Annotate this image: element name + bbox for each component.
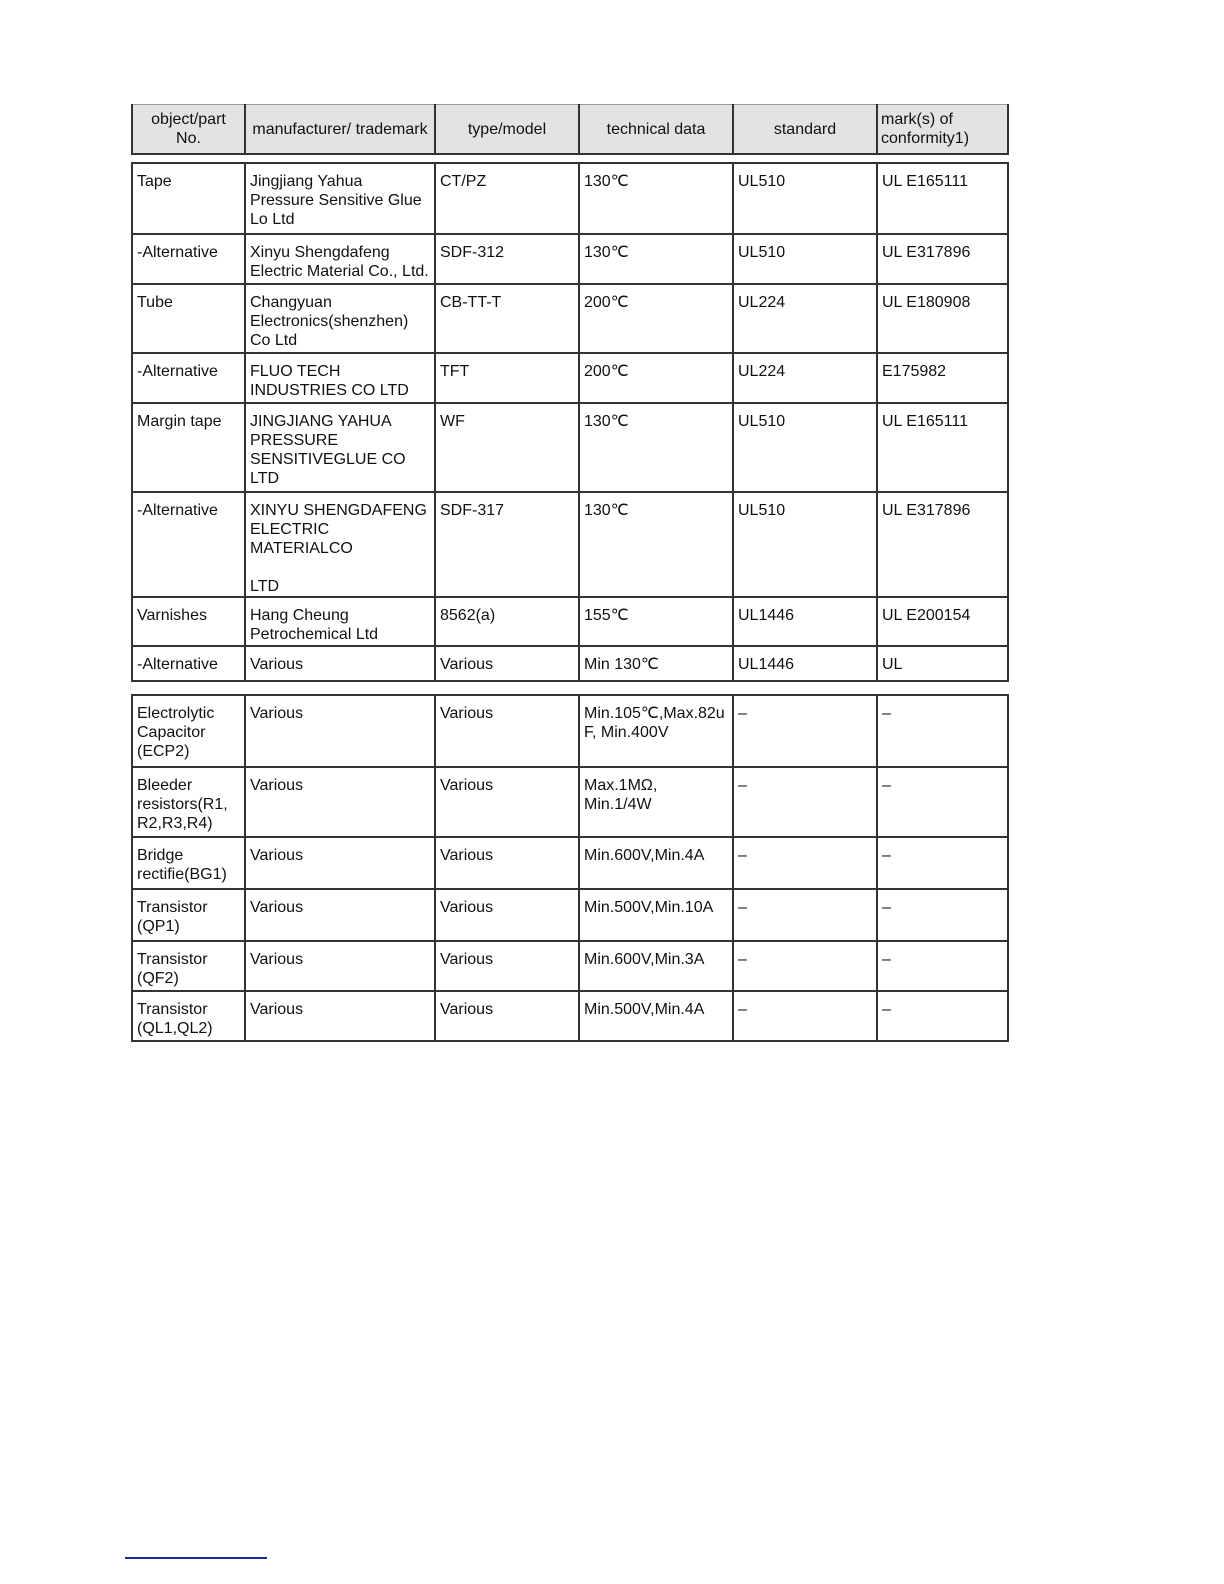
- standard-cell: –: [733, 837, 877, 889]
- model-cell: SDF-312: [435, 234, 579, 284]
- tech-cell: Min.600V,Min.4A: [579, 837, 733, 889]
- mark-cell: UL E165111: [877, 403, 1008, 492]
- tech-cell: Min 130℃: [579, 646, 733, 681]
- standard-cell: –: [733, 695, 877, 767]
- mark-cell: –: [877, 695, 1008, 767]
- table-row: [132, 353, 1008, 403]
- part-cell: -Alternative: [132, 234, 245, 284]
- table-row: [132, 941, 1008, 991]
- part-cell: Varnishes: [132, 597, 245, 646]
- manufacturer-cell: Hang Cheung Petrochemical Ltd: [245, 597, 435, 646]
- tech-cell: 130℃: [579, 163, 733, 234]
- tech-cell: Min.500V,Min.4A: [579, 991, 733, 1041]
- standard-cell: UL1446: [733, 646, 877, 681]
- tech-cell: 130℃: [579, 492, 733, 597]
- table-row: [132, 163, 1008, 234]
- table-row: [132, 403, 1008, 492]
- table-row: [132, 284, 1008, 353]
- table-row: [132, 597, 1008, 646]
- standard-cell: UL510: [733, 163, 877, 234]
- table-row: [132, 492, 1008, 597]
- header-manufacturer: manufacturer/ trademark: [245, 105, 435, 155]
- part-cell: -Alternative: [132, 353, 245, 403]
- table-row: [132, 889, 1008, 941]
- header-marks: mark(s) of conformity1): [877, 105, 1008, 155]
- part-cell: Electrolytic Capacitor (ECP2): [132, 695, 245, 767]
- insulation-materials-table: [131, 162, 1009, 682]
- manufacturer-cell: FLUO TECH INDUSTRIES CO LTD: [245, 353, 435, 403]
- table-row: [132, 646, 1008, 681]
- model-cell: CT/PZ: [435, 163, 579, 234]
- part-cell: Transistor (QL1,QL2): [132, 991, 245, 1041]
- header-type-model: type/model: [435, 105, 579, 155]
- footnote-separator: [125, 1557, 267, 1559]
- part-cell: Tape: [132, 163, 245, 234]
- manufacturer-cell: Xinyu Shengdafeng Electric Material Co., Ltd.: [245, 234, 435, 284]
- header-technical-data: technical data: [579, 105, 733, 155]
- manufacturer-cell: Jingjiang Yahua Pressure Sensitive Glue Lo Ltd: [245, 163, 435, 234]
- model-cell: CB-TT-T: [435, 284, 579, 353]
- manufacturer-cell: Various: [245, 941, 435, 991]
- model-cell: Various: [435, 695, 579, 767]
- mark-cell: E175982: [877, 353, 1008, 403]
- components-table: [131, 694, 1009, 1042]
- tech-cell: Min.105℃,Max.82u F, Min.400V: [579, 695, 733, 767]
- standard-cell: –: [733, 889, 877, 941]
- table-row: [132, 767, 1008, 837]
- mark-cell: –: [877, 941, 1008, 991]
- model-cell: WF: [435, 403, 579, 492]
- tech-cell: 130℃: [579, 403, 733, 492]
- tech-cell: Min.600V,Min.3A: [579, 941, 733, 991]
- table-row: [132, 695, 1008, 767]
- manufacturer-cell: JINGJIANG YAHUA PRESSURE SENSITIVEGLUE CO LTD: [245, 403, 435, 492]
- part-cell: Bridge rectifie(BG1): [132, 837, 245, 889]
- mark-cell: UL E180908: [877, 284, 1008, 353]
- model-cell: Various: [435, 991, 579, 1041]
- mark-cell: –: [877, 889, 1008, 941]
- standard-cell: UL1446: [733, 597, 877, 646]
- model-cell: SDF-317: [435, 492, 579, 597]
- mark-cell: UL E200154: [877, 597, 1008, 646]
- mark-cell: UL: [877, 646, 1008, 681]
- tech-cell: 200℃: [579, 353, 733, 403]
- table-row: [132, 991, 1008, 1041]
- header-object-part: object/part No.: [132, 105, 245, 155]
- model-cell: 8562(a): [435, 597, 579, 646]
- header-table: [131, 104, 1009, 155]
- tech-cell: 130℃: [579, 234, 733, 284]
- part-cell: Margin tape: [132, 403, 245, 492]
- standard-cell: UL510: [733, 403, 877, 492]
- manufacturer-cell: Changyuan Electronics(shenzhen) Co Ltd: [245, 284, 435, 353]
- tech-cell: 200℃: [579, 284, 733, 353]
- table-row: [132, 837, 1008, 889]
- part-cell: Bleeder resistors(R1, R2,R3,R4): [132, 767, 245, 837]
- part-cell: Transistor (QP1): [132, 889, 245, 941]
- model-cell: Various: [435, 646, 579, 681]
- tech-cell: 155℃: [579, 597, 733, 646]
- part-cell: Transistor (QF2): [132, 941, 245, 991]
- standard-cell: UL510: [733, 234, 877, 284]
- standard-cell: UL510: [733, 492, 877, 597]
- mark-cell: –: [877, 837, 1008, 889]
- table-row: [132, 234, 1008, 284]
- header-standard: standard: [733, 105, 877, 155]
- tech-cell: Min.500V,Min.10A: [579, 889, 733, 941]
- mark-cell: –: [877, 991, 1008, 1041]
- model-cell: Various: [435, 941, 579, 991]
- manufacturer-cell: Various: [245, 889, 435, 941]
- standard-cell: –: [733, 941, 877, 991]
- manufacturer-cell: Various: [245, 695, 435, 767]
- standard-cell: –: [733, 991, 877, 1041]
- mark-cell: UL E165111: [877, 163, 1008, 234]
- manufacturer-cell: Various: [245, 767, 435, 837]
- manufacturer-cell: Various: [245, 646, 435, 681]
- model-cell: Various: [435, 889, 579, 941]
- standard-cell: –: [733, 767, 877, 837]
- mark-cell: –: [877, 767, 1008, 837]
- model-cell: Various: [435, 767, 579, 837]
- manufacturer-cell: Various: [245, 837, 435, 889]
- mark-cell: UL E317896: [877, 234, 1008, 284]
- model-cell: Various: [435, 837, 579, 889]
- manufacturer-cell: XINYU SHENGDAFENG ELECTRIC MATERIALCO LTD: [245, 492, 435, 597]
- part-cell: -Alternative: [132, 646, 245, 681]
- mark-cell: UL E317896: [877, 492, 1008, 597]
- model-cell: TFT: [435, 353, 579, 403]
- header-row: [132, 105, 1008, 155]
- manufacturer-cell: Various: [245, 991, 435, 1041]
- part-cell: -Alternative: [132, 492, 245, 597]
- tech-cell: Max.1MΩ, Min.1/4W: [579, 767, 733, 837]
- part-cell: Tube: [132, 284, 245, 353]
- standard-cell: UL224: [733, 284, 877, 353]
- standard-cell: UL224: [733, 353, 877, 403]
